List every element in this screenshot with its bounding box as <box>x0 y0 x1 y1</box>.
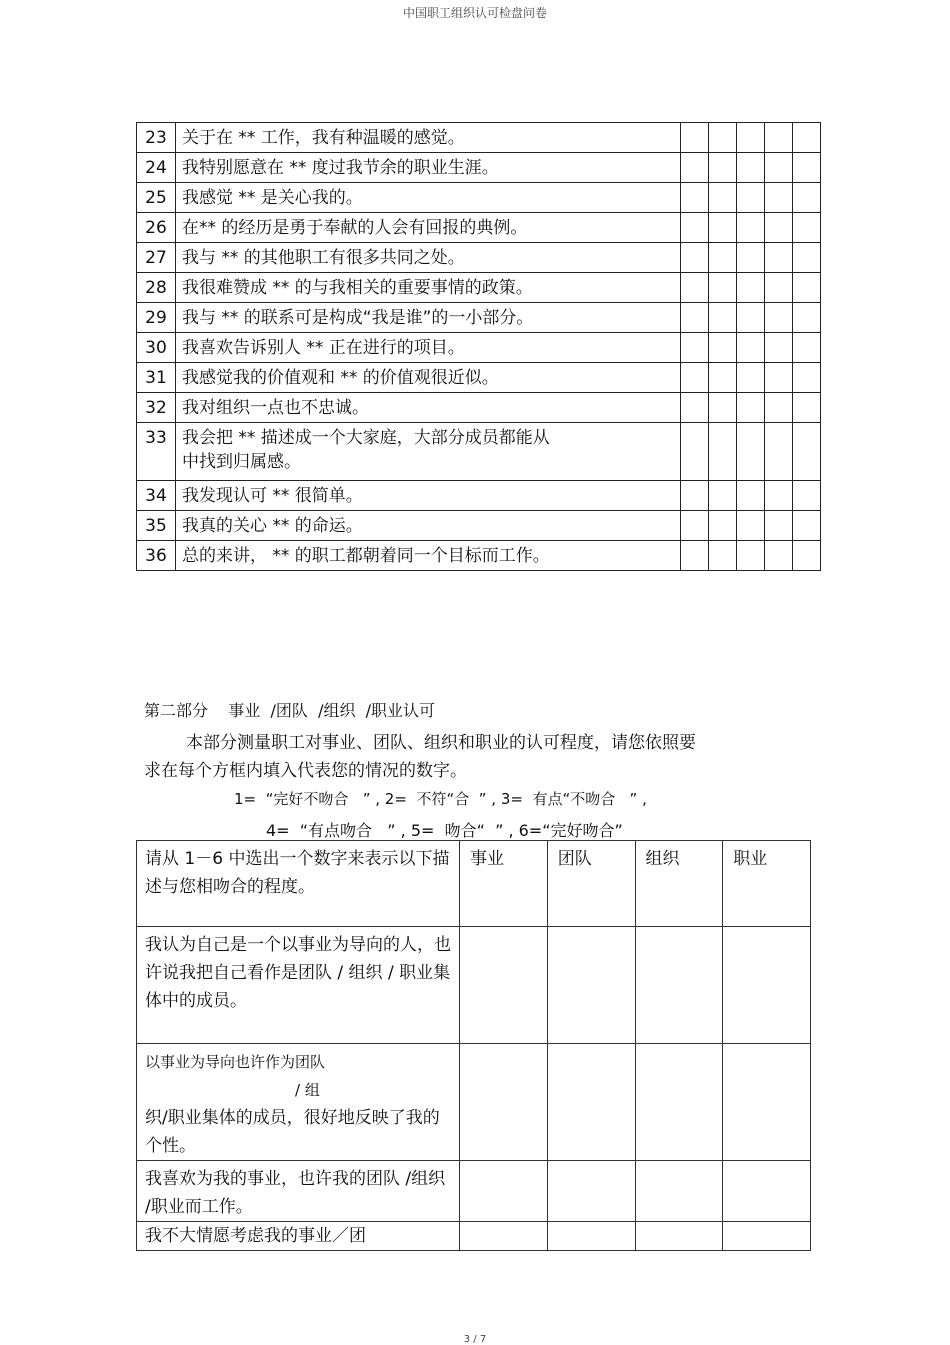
part2-rating-table <box>136 840 811 1251</box>
item-statement <box>176 423 681 481</box>
item-number: 33 <box>137 423 176 481</box>
item-row <box>137 363 821 393</box>
rating-row <box>137 1161 811 1222</box>
item-number: 29 <box>137 303 176 333</box>
item-statement <box>176 153 681 183</box>
answer-box[interactable] <box>765 511 793 541</box>
item-number: 30 <box>137 333 176 363</box>
item-statement-text: 我感觉 ** 是关心我的。 <box>182 188 363 208</box>
answer-box[interactable] <box>737 183 765 213</box>
answer-box[interactable] <box>681 423 709 481</box>
item-number: 34 <box>137 481 176 511</box>
document-header: 中国职工组织认可检盘问卷 <box>402 6 547 20</box>
answer-box[interactable] <box>709 333 737 363</box>
part1-items-table <box>136 122 821 571</box>
answer-box[interactable] <box>793 333 821 363</box>
item-number: 26 <box>137 213 176 243</box>
answer-box[interactable] <box>765 363 793 393</box>
answer-box[interactable] <box>737 243 765 273</box>
rating-cell-team[interactable] <box>547 1044 635 1161</box>
column-header-team: 团队 <box>547 841 635 927</box>
rating-cell-career[interactable] <box>460 1222 548 1251</box>
item-statement-text-continued: 中找到归属感。 <box>182 452 301 472</box>
answer-box[interactable] <box>709 511 737 541</box>
item-statement-text: 总的来讲， ** 的职工都朝着同一个目标而工作。 <box>182 546 550 566</box>
item-statement <box>176 303 681 333</box>
item-row <box>137 243 821 273</box>
answer-box[interactable] <box>765 213 793 243</box>
part2-intro: 本部分测量职工对事业、团队、组织和职业的认可程度，请您依照要求在每个方框内填入代表您的情况的数字。 <box>144 733 696 781</box>
answer-box[interactable] <box>737 511 765 541</box>
answer-box[interactable] <box>737 481 765 511</box>
item-row <box>137 393 821 423</box>
item-statement <box>176 273 681 303</box>
item-row <box>137 213 821 243</box>
rating-cell-career[interactable] <box>460 1044 548 1161</box>
item-statement-text: 我对组织一点也不忠诚。 <box>182 398 369 418</box>
answer-box[interactable] <box>765 243 793 273</box>
item-row <box>137 423 821 481</box>
answer-box[interactable] <box>793 303 821 333</box>
rating-header-row <box>137 841 811 927</box>
answer-box[interactable] <box>681 303 709 333</box>
answer-box[interactable] <box>793 363 821 393</box>
rating-cell-career[interactable] <box>460 1161 548 1222</box>
answer-box[interactable] <box>709 481 737 511</box>
answer-box[interactable] <box>709 541 737 571</box>
column-header-career: 事业 <box>460 841 548 927</box>
answer-box[interactable] <box>765 153 793 183</box>
item-statement-text: 我会把 ** 描述成一个大家庭，大部分成员都能从 <box>182 428 550 448</box>
answer-box[interactable] <box>681 273 709 303</box>
answer-box[interactable] <box>737 393 765 423</box>
answer-box[interactable] <box>765 481 793 511</box>
answer-box[interactable] <box>681 333 709 363</box>
answer-box[interactable] <box>709 303 737 333</box>
answer-box[interactable] <box>709 363 737 393</box>
item-number: 31 <box>137 363 176 393</box>
answer-box[interactable] <box>793 243 821 273</box>
scale-line-2: 4= “有点吻合 ” , 5= 吻合“ ” , 6=“完好吻合” <box>266 821 623 840</box>
answer-box[interactable] <box>681 541 709 571</box>
item-statement-text: 我喜欢告诉别人 ** 正在进行的项目。 <box>182 338 465 358</box>
item-number: 32 <box>137 393 176 423</box>
rating-statement-part-a: 以事业为导向也许作为团队 <box>145 1053 326 1071</box>
rating-cell-organization[interactable] <box>635 1044 723 1161</box>
answer-box[interactable] <box>793 153 821 183</box>
answer-box[interactable] <box>765 423 793 481</box>
item-statement <box>176 123 681 153</box>
answer-box[interactable] <box>681 213 709 243</box>
answer-box[interactable] <box>737 303 765 333</box>
item-statement-text: 我与 ** 的联系可是构成“我是谁”的一小部分。 <box>182 308 534 328</box>
item-statement <box>176 243 681 273</box>
answer-box[interactable] <box>765 303 793 333</box>
item-statement <box>176 541 681 571</box>
answer-box[interactable] <box>709 153 737 183</box>
item-number: 35 <box>137 511 176 541</box>
rating-cell-profession[interactable] <box>723 1222 811 1251</box>
answer-box[interactable] <box>737 213 765 243</box>
scale-line-1: 1= “完好不吻合 ” , 2= 不符“合 ” , 3= 有点“不吻合 ” , <box>234 790 647 808</box>
item-statement-text: 我与 ** 的其他职工有很多共同之处。 <box>182 248 465 268</box>
item-statement <box>176 333 681 363</box>
answer-box[interactable] <box>681 393 709 423</box>
column-header-profession: 职业 <box>723 841 811 927</box>
item-statement <box>176 183 681 213</box>
item-statement <box>176 213 681 243</box>
item-number: 27 <box>137 243 176 273</box>
item-statement <box>176 363 681 393</box>
answer-box[interactable] <box>709 213 737 243</box>
answer-box[interactable] <box>681 511 709 541</box>
answer-box[interactable] <box>793 213 821 243</box>
item-row <box>137 511 821 541</box>
answer-box[interactable] <box>681 123 709 153</box>
answer-box[interactable] <box>765 333 793 363</box>
answer-box[interactable] <box>793 393 821 423</box>
answer-box[interactable] <box>737 363 765 393</box>
answer-box[interactable] <box>709 393 737 423</box>
answer-box[interactable] <box>737 333 765 363</box>
answer-box[interactable] <box>765 123 793 153</box>
answer-box[interactable] <box>681 243 709 273</box>
page-number: 3 / 7 <box>463 1334 487 1345</box>
item-statement <box>176 481 681 511</box>
answer-box[interactable] <box>793 273 821 303</box>
answer-box[interactable] <box>681 153 709 183</box>
column-header-organization: 组织 <box>635 841 723 927</box>
answer-box[interactable] <box>681 183 709 213</box>
item-statement-text: 我真的关心 ** 的命运。 <box>182 516 363 536</box>
answer-box[interactable] <box>793 481 821 511</box>
rating-cell-profession[interactable] <box>723 927 811 1044</box>
answer-box[interactable] <box>737 123 765 153</box>
item-statement-text: 我特别愿意在 ** 度过我节余的职业生涯。 <box>182 158 499 178</box>
answer-box[interactable] <box>793 183 821 213</box>
item-number: 25 <box>137 183 176 213</box>
item-row <box>137 123 821 153</box>
item-row <box>137 303 821 333</box>
answer-box[interactable] <box>737 153 765 183</box>
rating-statement <box>137 1044 460 1161</box>
answer-box[interactable] <box>709 423 737 481</box>
rating-cell-organization[interactable] <box>635 1222 723 1251</box>
item-statement-text: 关于在 ** 工作，我有种温暖的感觉。 <box>182 128 465 148</box>
item-statement-text: 我发现认可 ** 很简单。 <box>182 486 363 506</box>
rating-prompt: 请从 1－6 中选出一个数字来表示以下描述与您相吻合的程度。 <box>137 841 460 927</box>
item-statement-text: 在** 的经历是勇于奉献的人会有回报的典例。 <box>182 218 528 238</box>
item-statement <box>176 393 681 423</box>
item-row <box>137 273 821 303</box>
rating-statement-part-b: / 组 <box>295 1081 320 1099</box>
item-row <box>137 333 821 363</box>
item-row <box>137 153 821 183</box>
answer-box[interactable] <box>709 273 737 303</box>
item-statement-text: 我感觉我的价值观和 ** 的价值观很近似。 <box>182 368 499 388</box>
part2-title: 第二部分 事业 /团队 /组织 /职业认可 <box>144 701 436 720</box>
item-number: 23 <box>137 123 176 153</box>
item-statement-text: 我很难赞成 ** 的与我相关的重要事情的政策。 <box>182 278 533 298</box>
rating-cell-team[interactable] <box>547 927 635 1044</box>
item-statement <box>176 511 681 541</box>
item-number: 24 <box>137 153 176 183</box>
rating-statement: 我认为自己是一个以事业为导向的人，也许说我把自己看作是团队 / 组织 / 职业集体中的成员。 <box>137 927 460 1044</box>
rating-cell-organization[interactable] <box>635 927 723 1044</box>
item-number: 28 <box>137 273 176 303</box>
rating-cell-career[interactable] <box>460 927 548 1044</box>
answer-box[interactable] <box>765 273 793 303</box>
answer-box[interactable] <box>765 393 793 423</box>
answer-box[interactable] <box>793 123 821 153</box>
item-row <box>137 541 821 571</box>
item-row <box>137 481 821 511</box>
rating-cell-organization[interactable] <box>635 1161 723 1222</box>
answer-box[interactable] <box>793 423 821 481</box>
rating-statement: 我不大情愿考虑我的事业／团 <box>137 1222 460 1251</box>
answer-box[interactable] <box>709 183 737 213</box>
answer-box[interactable] <box>737 423 765 481</box>
rating-statement-part-c: 织/职业集体的成员，很好地反映了我的个性。 <box>145 1108 440 1156</box>
rating-cell-team[interactable] <box>547 1161 635 1222</box>
rating-cell-team[interactable] <box>547 1222 635 1251</box>
answer-box[interactable] <box>793 541 821 571</box>
answer-box[interactable] <box>793 511 821 541</box>
rating-statement: 我喜欢为我的事业，也许我的团队 /组织 /职业而工作。 <box>137 1161 460 1222</box>
answer-box[interactable] <box>765 183 793 213</box>
answer-box[interactable] <box>709 123 737 153</box>
answer-box[interactable] <box>709 243 737 273</box>
answer-box[interactable] <box>765 541 793 571</box>
answer-box[interactable] <box>681 481 709 511</box>
rating-row <box>137 927 811 1044</box>
rating-row <box>137 1044 811 1161</box>
item-number: 36 <box>137 541 176 571</box>
rating-row <box>137 1222 811 1251</box>
answer-box[interactable] <box>737 273 765 303</box>
item-row <box>137 183 821 213</box>
answer-box[interactable] <box>737 541 765 571</box>
rating-cell-profession[interactable] <box>723 1044 811 1161</box>
rating-cell-profession[interactable] <box>723 1161 811 1222</box>
answer-box[interactable] <box>681 363 709 393</box>
